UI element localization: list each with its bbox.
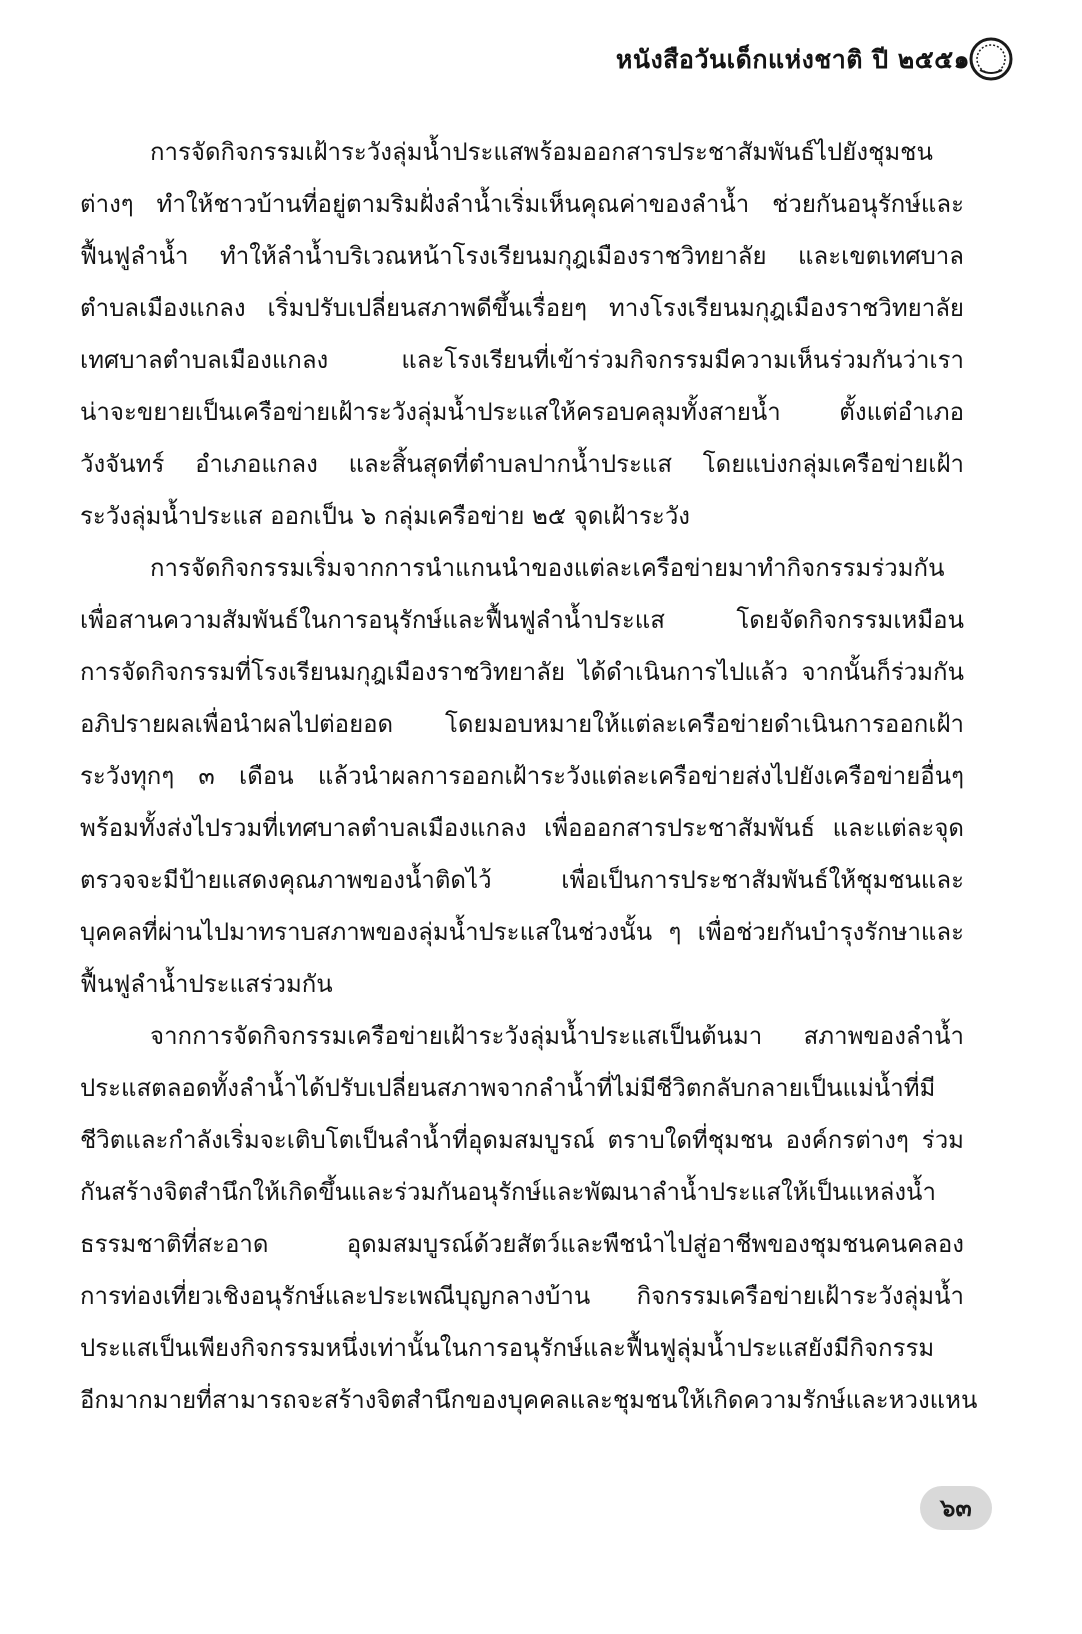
body-text xyxy=(80,126,978,1426)
text-line: น่าจะขยายเป็นเครือข่ายเฝ้าระวังลุ่มน้ำประแสให้ครอบคลุมทั้งสายน้ำ ตั้งแต่อำเภอ xyxy=(80,398,964,426)
text-line: เพื่อสานความสัมพันธ์ในการอนุรักษ์และฟื้นฟูลำน้ำประแส โดยจัดกิจกรรมเหมือน xyxy=(80,606,964,634)
text-line: กันสร้างจิตสำนึกให้เกิดขึ้นและร่วมกันอนุรักษ์และพัฒนาลำน้ำประแสให้เป็นแหล่งน้ำ xyxy=(80,1178,936,1206)
text-line: การจัดกิจกรรมเริ่มจากการนำแกนนำของแต่ละเครือข่ายมาทำกิจกรรมร่วมกัน xyxy=(150,554,945,582)
paragraph xyxy=(80,542,964,1010)
text-line: ระวังทุกๆ ๓ เดือน แล้วนำผลการออกเฝ้าระวังแต่ละเครือข่ายส่งไปยังเครือข่ายอื่นๆ xyxy=(80,762,964,790)
text-line: การจัดกิจกรรมเฝ้าระวังลุ่มน้ำประแสพร้อมออกสารประชาสัมพันธ์ไปยังชุมชน xyxy=(150,138,933,166)
paragraph xyxy=(80,126,964,542)
text-line: อภิปรายผลเพื่อนำผลไปต่อยอด โดยมอบหมายให้แต่ละเครือข่ายดำเนินการออกเฝ้า xyxy=(80,710,964,738)
text-line: ฟื้นฟูลำน้ำประแสร่วมกัน xyxy=(80,970,333,998)
text-line: ธรรมชาติที่สะอาด อุดมสมบูรณ์ด้วยสัตว์และพืชนำไปสู่อาชีพของชุมชนคนคลอง xyxy=(80,1230,964,1258)
text-line: พร้อมทั้งส่งไปรวมที่เทศบาลตำบลเมืองแกลง เพื่อออกสารประชาสัมพันธ์ และแต่ละจุด xyxy=(80,814,964,842)
text-line: บุคคลที่ผ่านไปมาทราบสภาพของลุ่มน้ำประแสในช่วงนั้น ๆ เพื่อช่วยกันบำรุงรักษาและ xyxy=(80,918,964,946)
text-line: ตรวจจะมีป้ายแสดงคุณภาพของน้ำติดไว้ เพื่อเป็นการประชาสัมพันธ์ให้ชุมชนและ xyxy=(80,866,964,894)
text-line: การจัดกิจกรรมที่โรงเรียนมกุฎเมืองราชวิทยาลัย ได้ดำเนินการไปแล้ว จากนั้นก็ร่วมกัน xyxy=(80,658,964,686)
emblem-circle-icon xyxy=(968,36,1014,82)
page-number: ๖๓ xyxy=(920,1486,992,1530)
text-line: ประแสเป็นเพียงกิจกรรมหนึ่งเท่านั้นในการอนุรักษ์และฟื้นฟูลุ่มน้ำประแสยังมีกิจกรรม xyxy=(80,1334,935,1362)
text-line: ระวังลุ่มน้ำประแส ออกเป็น ๖ กลุ่มเครือข่าย ๒๕ จุดเฝ้าระวัง xyxy=(80,502,691,530)
text-line: จากการจัดกิจกรรมเครือข่ายเฝ้าระวังลุ่มน้ำประแสเป็นต้นมา สภาพของลำน้ำ xyxy=(150,1022,964,1050)
text-line: ชีวิตและกำลังเริ่มจะเติบโตเป็นลำน้ำที่อุดมสมบูรณ์ ตราบใดที่ชุมชน องค์กรต่างๆ ร่วม xyxy=(80,1126,964,1154)
text-line: การท่องเที่ยวเชิงอนุรักษ์และประเพณีบุญกลางบ้าน กิจกรรมเครือข่ายเฝ้าระวังลุ่มน้ำ xyxy=(80,1282,964,1310)
paragraph xyxy=(80,1010,978,1426)
running-header: หนังสือวันเด็กแห่งชาติ ปี ๒๕๕๑ xyxy=(615,45,970,74)
text-line: อีกมากมายที่สามารถจะสร้างจิตสำนึกของบุคคลและชุมชนให้เกิดความรักษ์และหวงแหน xyxy=(80,1386,978,1414)
text-line: ประแสตลอดทั้งลำน้ำได้ปรับเปลี่ยนสภาพจากลำน้ำที่ไม่มีชีวิตกลับกลายเป็นแม่น้ำที่มี xyxy=(80,1074,936,1102)
text-line: ฟื้นฟูลำน้ำ ทำให้ลำน้ำบริเวณหน้าโรงเรียนมกุฎเมืองราชวิทยาลัย และเขตเทศบาล xyxy=(80,242,964,270)
text-line: เทศบาลตำบลเมืองแกลง และโรงเรียนที่เข้าร่วมกิจกรรมมีความเห็นร่วมกันว่าเรา xyxy=(80,346,964,374)
text-line: วังจันทร์ อำเภอแกลง และสิ้นสุดที่ตำบลปากน้ำประแส โดยแบ่งกลุ่มเครือข่ายเฝ้า xyxy=(80,450,964,478)
text-line: ต่างๆ ทำให้ชาวบ้านที่อยู่ตามริมฝั่งลำน้ำเริ่มเห็นคุณค่าของลำน้ำ ช่วยกันอนุรักษ์และ xyxy=(80,190,964,218)
text-line: ตำบลเมืองแกลง เริ่มปรับเปลี่ยนสภาพดีขึ้นเรื่อยๆ ทางโรงเรียนมกุฎเมืองราชวิทยาลัย xyxy=(80,294,964,322)
